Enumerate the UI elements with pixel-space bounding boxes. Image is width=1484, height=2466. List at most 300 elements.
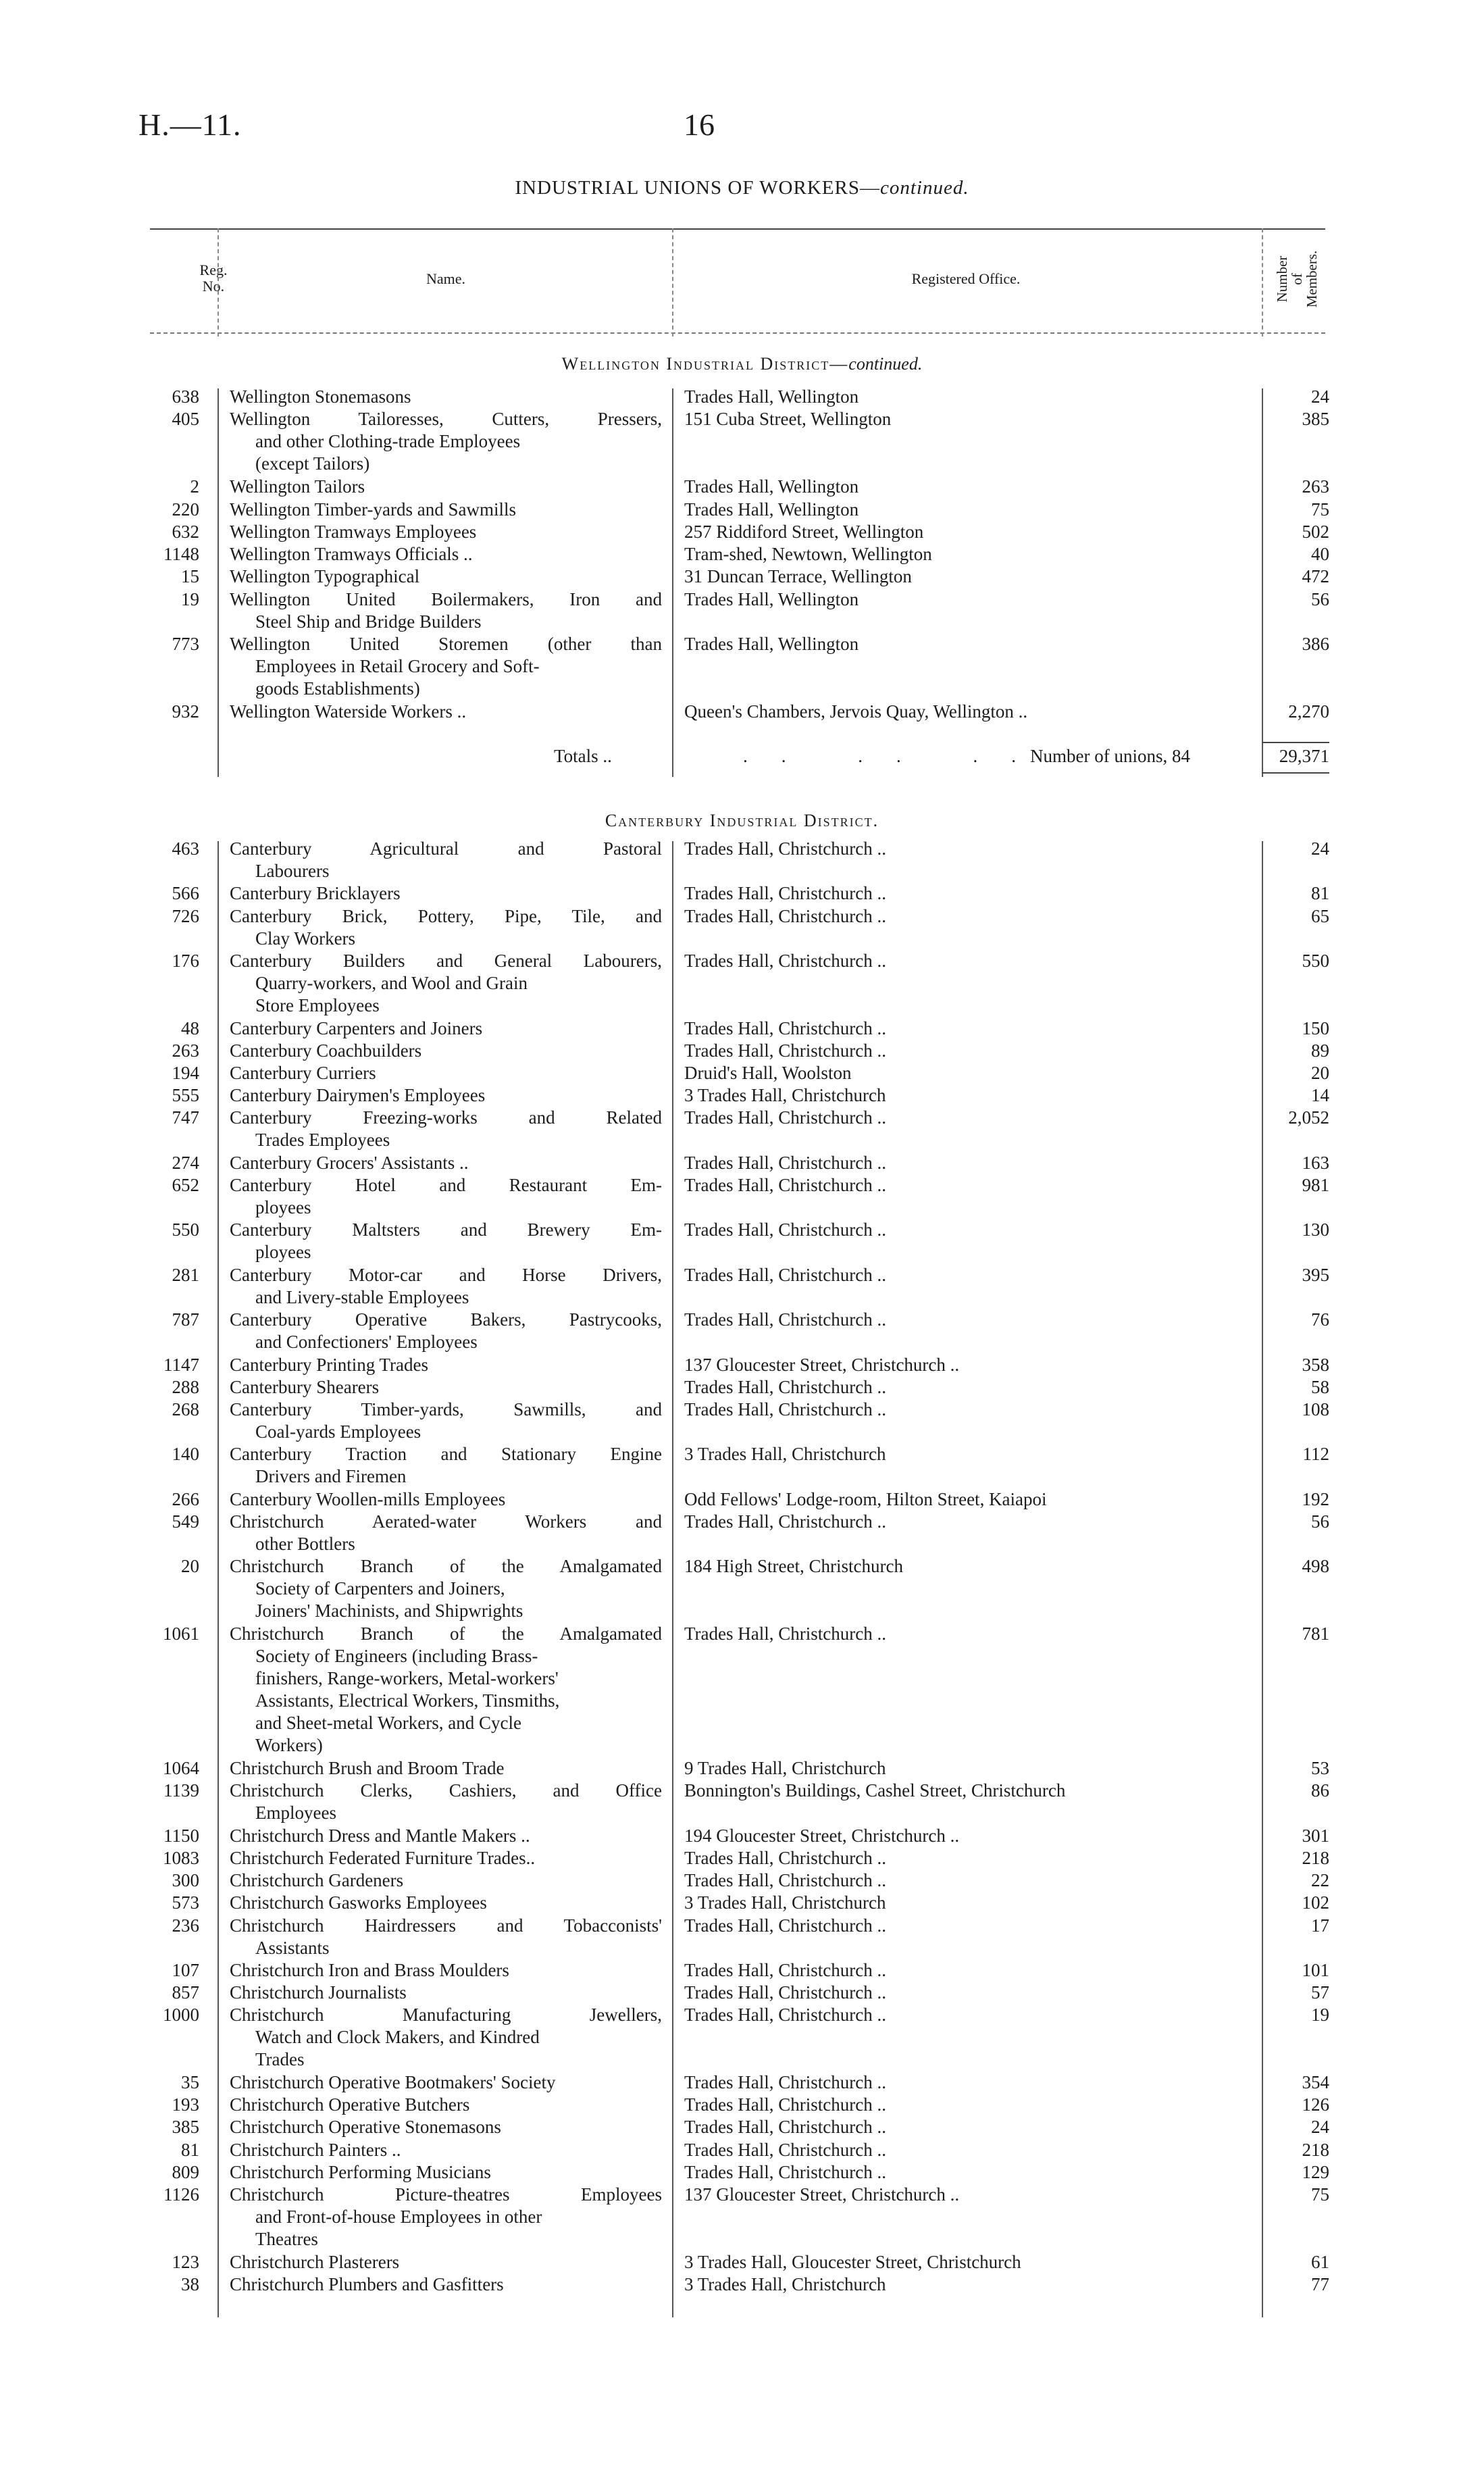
registered-office: Druid's Hall, Woolston [684, 1063, 852, 1083]
union-name-line: Christchurch Federated Furniture Trades.. [230, 1848, 536, 1868]
reg-number: 2 [190, 476, 199, 497]
union-name-line: Christchurch Branch of the Amalgamated [230, 1556, 662, 1577]
member-count: 126 [1302, 2094, 1329, 2115]
union-name-line: Joiners' Machinists, and Shipwrights [255, 1601, 523, 1621]
union-name-line: Canterbury Woollen-mills Employees [230, 1488, 506, 1509]
member-count: 150 [1302, 1017, 1329, 1038]
reg-number: 19 [181, 588, 199, 609]
section-heading-canterbury: Canterbury Industrial District. [605, 811, 879, 830]
union-name [230, 1982, 662, 2004]
registered-office: Trades Hall, Wellington [684, 634, 859, 655]
column-header-reg: Reg. No. [199, 261, 228, 295]
col-divider-name-s2 [672, 841, 673, 2317]
member-count: 2,270 [1288, 701, 1329, 722]
union-name-line: Wellington Tailors [230, 476, 365, 497]
reg-number: 550 [172, 1219, 199, 1240]
reg-number: 652 [172, 1175, 199, 1195]
reg-number: 1064 [163, 1758, 199, 1779]
union-name-line: Christchurch Painters .. [230, 2139, 401, 2160]
union-name [230, 1309, 662, 1353]
union-name-line: Christchurch Clerks, Cashiers, and Office [230, 1780, 662, 1801]
reg-number: 632 [172, 521, 199, 542]
member-count: 24 [1311, 838, 1329, 859]
union-name-line: and Sheet-metal Workers, and Cycle [255, 1713, 521, 1733]
registered-office: Trades Hall, Christchurch .. [684, 1511, 886, 1532]
union-name [230, 701, 662, 723]
union-name-line: Canterbury Grocers' Assistants .. [230, 1152, 469, 1173]
union-name-line: Christchurch Hairdressers and Tobacconists' [230, 1915, 662, 1936]
member-count: 395 [1302, 1264, 1329, 1285]
reg-number: 1126 [163, 2184, 199, 2205]
union-name-line: Labourers [255, 861, 330, 881]
union-name [230, 2161, 662, 2184]
reg-number: 274 [172, 1152, 199, 1173]
member-count: 53 [1311, 1758, 1329, 1779]
report-reference: H.—11. [138, 107, 242, 142]
union-name [230, 1017, 662, 1040]
totals-dots: .. .. .. [743, 746, 1050, 766]
reg-number: 787 [172, 1309, 199, 1330]
union-name-line: Workers) [255, 1735, 323, 1755]
union-name-line: Wellington Timber-yards and Sawmills [230, 499, 517, 520]
union-name-line: goods Establishments) [255, 678, 420, 699]
union-name [230, 543, 662, 565]
registered-office: Trades Hall, Wellington [684, 476, 859, 497]
reg-number: 726 [172, 905, 199, 926]
member-count: 550 [1302, 951, 1329, 971]
union-name-line: Christchurch Operative Butchers [230, 2094, 470, 2115]
reg-number: 1148 [163, 544, 199, 565]
union-name-line: Theatres [255, 2229, 318, 2249]
registered-office: 151 Cuba Street, Wellington [684, 409, 892, 430]
member-count: 102 [1302, 1892, 1329, 1913]
union-name [230, 565, 662, 588]
union-name [230, 1757, 662, 1780]
member-count: 75 [1311, 499, 1329, 520]
union-name-line: Wellington Tramways Officials .. [230, 544, 473, 565]
registered-office: Trades Hall, Christchurch .. [684, 1982, 886, 2003]
union-name-line: Canterbury Motor-car and Horse Drivers, [230, 1264, 662, 1285]
reg-number: 107 [172, 1960, 199, 1980]
union-name-line: Christchurch Plumbers and Gasfitters [230, 2273, 504, 2294]
registered-office: Trades Hall, Christchurch .. [684, 2139, 886, 2160]
union-name [230, 1107, 662, 1151]
member-count: 358 [1302, 1354, 1329, 1375]
reg-number: 1083 [163, 1848, 199, 1868]
col-divider-reg [218, 228, 219, 336]
union-name [230, 2139, 662, 2161]
union-name-line: and Livery-stable Employees [255, 1286, 469, 1307]
union-name-line: other Bottlers [255, 1534, 355, 1554]
reg-number: 1139 [163, 1780, 199, 1801]
member-count: 77 [1311, 2273, 1329, 2294]
union-name [230, 1847, 662, 1869]
registered-office: 137 Gloucester Street, Christchurch .. [684, 1354, 960, 1375]
union-name-line: Christchurch Manufacturing Jewellers, [230, 2005, 662, 2025]
union-name [230, 1511, 662, 1555]
reg-number: 194 [172, 1063, 199, 1083]
column-header-name: Name. [426, 270, 466, 287]
union-name [230, 838, 662, 882]
reg-number: 38 [181, 2273, 199, 2294]
member-count: 108 [1302, 1399, 1329, 1419]
union-name [230, 1443, 662, 1488]
member-count: 24 [1311, 386, 1329, 407]
union-name-line: Canterbury Printing Trades [230, 1354, 428, 1375]
reg-number: 140 [172, 1444, 199, 1465]
union-name-line: ployees [255, 1197, 311, 1217]
totals-unions: Number of unions, 84 [1030, 746, 1190, 766]
union-name-line: Society of Carpenters and Joiners, [255, 1578, 505, 1599]
union-name [230, 1219, 662, 1263]
reg-number: 263 [172, 1040, 199, 1061]
registered-office: 194 Gloucester Street, Christchurch .. [684, 1825, 960, 1846]
member-count: 502 [1302, 521, 1329, 542]
union-name [230, 386, 662, 408]
union-name [230, 1892, 662, 1914]
union-name-line: Christchurch Plasterers [230, 2251, 400, 2272]
registered-office: Tram-shed, Newtown, Wellington [684, 544, 932, 565]
reg-number: 773 [172, 634, 199, 655]
registered-office: Trades Hall, Christchurch .. [684, 1915, 886, 1936]
union-name-line: Assistants [255, 1937, 330, 1958]
member-count: 386 [1302, 634, 1329, 655]
member-count: 981 [1302, 1175, 1329, 1195]
union-name [230, 2071, 662, 2094]
union-name [230, 1869, 662, 1892]
reg-number: 1061 [163, 1624, 199, 1644]
union-name-line: Christchurch Journalists [230, 1982, 407, 2003]
column-header-office: Registered Office. [911, 270, 1021, 287]
registered-office: Trades Hall, Christchurch .. [684, 1399, 886, 1419]
union-name [230, 2004, 662, 2071]
registered-office: Trades Hall, Christchurch .. [684, 1960, 886, 1980]
col-divider-name [672, 228, 673, 336]
member-count: 163 [1302, 1152, 1329, 1173]
registered-office: Trades Hall, Christchurch .. [684, 1848, 886, 1868]
member-count: 101 [1302, 1960, 1329, 1980]
reg-number: 236 [172, 1915, 199, 1936]
registered-office: 3 Trades Hall, Christchurch [684, 2273, 886, 2294]
union-name [230, 588, 662, 633]
member-count: 385 [1302, 409, 1329, 430]
union-name [230, 476, 662, 498]
union-name-line: Wellington Typographical [230, 566, 420, 587]
union-name-line: Watch and Clock Makers, and Kindred [255, 2027, 540, 2048]
reg-number: 573 [172, 1892, 199, 1913]
union-name-line: Trades [255, 2049, 305, 2070]
union-name-line: Christchurch Aerated-water Workers and [230, 1511, 662, 1532]
union-name [230, 1174, 662, 1219]
registered-office: Trades Hall, Christchurch .. [684, 1219, 886, 1240]
union-name-line: Canterbury Bricklayers [230, 883, 401, 904]
reg-number: 123 [172, 2251, 199, 2272]
union-name-line: Clay Workers [255, 928, 356, 949]
registered-office: Trades Hall, Christchurch .. [684, 1152, 886, 1173]
member-count: 218 [1302, 2139, 1329, 2160]
registered-office: 184 High Street, Christchurch [684, 1556, 903, 1577]
reg-number: 268 [172, 1399, 199, 1419]
col-divider-name-s1 [672, 388, 673, 777]
union-name-line: Canterbury Curriers [230, 1063, 376, 1083]
union-name-line: Canterbury Operative Bakers, Pastrycooks, [230, 1309, 662, 1330]
member-count: 24 [1311, 2117, 1329, 2138]
union-name-line: Canterbury Agricultural and Pastoral [230, 838, 662, 859]
registered-office: Trades Hall, Christchurch .. [684, 951, 886, 971]
union-name [230, 2273, 662, 2296]
union-name [230, 1488, 662, 1511]
union-name-line: Christchurch Gardeners [230, 1870, 404, 1891]
registered-office: Trades Hall, Christchurch .. [684, 1376, 886, 1397]
member-count: 22 [1311, 1870, 1329, 1891]
reg-number: 747 [172, 1107, 199, 1128]
union-name-line: Canterbury Shearers [230, 1376, 380, 1397]
member-count: 75 [1311, 2184, 1329, 2205]
union-name [230, 1084, 662, 1107]
union-name-line: ployees [255, 1242, 311, 1263]
union-name [230, 1959, 662, 1982]
union-name [230, 882, 662, 905]
registered-office: Bonnington's Buildings, Cashel Street, Christchurch [684, 1780, 1066, 1801]
totals-label: Totals .. [554, 746, 612, 766]
reg-number: 220 [172, 499, 199, 520]
reg-number: 1147 [163, 1354, 199, 1375]
member-count: 112 [1302, 1444, 1329, 1465]
union-name [230, 2184, 662, 2250]
union-name [230, 950, 662, 1017]
registered-office: Trades Hall, Christchurch .. [684, 2094, 886, 2115]
member-count: 129 [1302, 2161, 1329, 2182]
union-name-line: Canterbury Brick, Pottery, Pipe, Tile, and [230, 905, 662, 926]
reg-number: 638 [172, 386, 199, 407]
member-count: 17 [1311, 1915, 1329, 1936]
member-count: 498 [1302, 1556, 1329, 1577]
union-name-line: Quarry-workers, and Wool and Grain [255, 973, 528, 993]
union-name [230, 1062, 662, 1084]
registered-office: Trades Hall, Wellington [684, 386, 859, 407]
union-name-line: Christchurch Branch of the Amalgamated [230, 1624, 662, 1644]
member-count: 263 [1302, 476, 1329, 497]
page-number: 16 [684, 107, 715, 142]
union-name-line: Canterbury Timber-yards, Sawmills, and [230, 1399, 662, 1419]
member-count: 86 [1311, 1780, 1329, 1801]
union-name-line: Society of Engineers (including Brass- [255, 1646, 538, 1666]
reg-number: 35 [181, 2072, 199, 2092]
registered-office: Trades Hall, Wellington [684, 588, 859, 609]
member-count: 56 [1311, 1511, 1329, 1532]
section-heading-wellington: Wellington Industrial District—continued. [561, 354, 923, 374]
reg-number: 1000 [163, 2005, 199, 2025]
totals-box-top [1262, 742, 1329, 743]
reg-number: 555 [172, 1085, 199, 1106]
column-header-members: Number of Members. [1274, 250, 1320, 308]
registered-office: Trades Hall, Christchurch .. [684, 1870, 886, 1891]
union-name-line: Christchurch Brush and Broom Trade [230, 1758, 505, 1779]
union-name [230, 2094, 662, 2116]
member-count: 56 [1311, 588, 1329, 609]
reg-number: 932 [172, 701, 199, 722]
union-name [230, 1915, 662, 1959]
registered-office: 3 Trades Hall, Gloucester Street, Christchurch [684, 2251, 1021, 2272]
union-name-line: Christchurch Picture-theatres Employees [230, 2184, 662, 2205]
member-count: 89 [1311, 1040, 1329, 1061]
union-name-line: Employees in Retail Grocery and Soft- [255, 656, 540, 677]
registered-office: Odd Fellows' Lodge-room, Hilton Street, Kaiapoi [684, 1488, 1047, 1509]
reg-number: 1150 [163, 1825, 199, 1846]
registered-office: 3 Trades Hall, Christchurch [684, 1444, 886, 1465]
union-name-line: Drivers and Firemen [255, 1466, 407, 1487]
member-count: 781 [1302, 1624, 1329, 1644]
col-divider-office [1262, 228, 1263, 336]
union-name [230, 521, 662, 543]
union-name-line: (except Tailors) [255, 453, 370, 474]
col-divider-reg-s1 [218, 388, 219, 777]
reg-number: 566 [172, 883, 199, 904]
registered-office: Trades Hall, Wellington [684, 499, 859, 520]
registered-office: Trades Hall, Christchurch .. [684, 1309, 886, 1330]
union-name [230, 1354, 662, 1376]
union-name-line: Christchurch Operative Stonemasons [230, 2117, 501, 2138]
reg-number: 549 [172, 1511, 199, 1532]
member-count: 20 [1311, 1063, 1329, 1083]
member-count: 472 [1302, 566, 1329, 587]
member-count: 301 [1302, 1825, 1329, 1846]
member-count: 218 [1302, 1848, 1329, 1868]
union-name-line: Canterbury Carpenters and Joiners [230, 1017, 483, 1038]
union-name-line: and Front-of-house Employees in other [255, 2207, 542, 2227]
union-name-line: Christchurch Performing Musicians [230, 2161, 491, 2182]
totals-members: 29,371 [1279, 746, 1329, 766]
table-top-rule [150, 228, 1325, 230]
union-name [230, 1399, 662, 1443]
member-count: 354 [1302, 2072, 1329, 2092]
union-name-line: Christchurch Operative Bootmakers' Society [230, 2072, 556, 2092]
union-name-line: Christchurch Iron and Brass Moulders [230, 1960, 509, 1980]
reg-number: 176 [172, 951, 199, 971]
registered-office: 137 Gloucester Street, Christchurch .. [684, 2184, 960, 2205]
reg-number: 281 [172, 1264, 199, 1285]
registered-office: Trades Hall, Christchurch .. [684, 1017, 886, 1038]
registered-office: Trades Hall, Christchurch .. [684, 1175, 886, 1195]
member-count: 2,052 [1288, 1107, 1329, 1128]
member-count: 14 [1311, 1085, 1329, 1106]
registered-office: Trades Hall, Christchurch .. [684, 1624, 886, 1644]
reg-number: 463 [172, 838, 199, 859]
union-name-line: Coal-yards Employees [255, 1421, 421, 1442]
union-name-line: Wellington United Boilermakers, Iron and [230, 588, 662, 609]
union-name-line: Canterbury Traction and Stationary Engine [230, 1444, 662, 1465]
registered-office: 3 Trades Hall, Christchurch [684, 1085, 886, 1106]
reg-number: 81 [181, 2139, 199, 2160]
reg-number: 405 [172, 409, 199, 430]
union-name-line: Wellington Stonemasons [230, 386, 411, 407]
union-name-line: Trades Employees [255, 1130, 390, 1151]
reg-number: 385 [172, 2117, 199, 2138]
union-name [230, 1825, 662, 1847]
union-name [230, 2251, 662, 2273]
union-name [230, 408, 662, 475]
union-name [230, 1623, 662, 1757]
reg-number: 300 [172, 1870, 199, 1891]
union-name-line: Canterbury Coachbuilders [230, 1040, 422, 1061]
union-name-line: Canterbury Builders and General Labourers, [230, 951, 662, 971]
registered-office: 257 Riddiford Street, Wellington [684, 521, 924, 542]
registered-office: Trades Hall, Christchurch .. [684, 2005, 886, 2025]
member-count: 130 [1302, 1219, 1329, 1240]
registered-office: Trades Hall, Christchurch .. [684, 905, 886, 926]
union-name-line: Canterbury Freezing-works and Related [230, 1107, 662, 1128]
union-name-line: Wellington Tailoresses, Cutters, Pressers, [230, 409, 662, 430]
union-name-line: Store Employees [255, 995, 380, 1015]
union-name [230, 905, 662, 950]
reg-number: 20 [181, 1556, 199, 1577]
registered-office: Trades Hall, Christchurch .. [684, 2117, 886, 2138]
registered-office: 31 Duncan Terrace, Wellington [684, 566, 912, 587]
registered-office: 3 Trades Hall, Christchurch [684, 1892, 886, 1913]
registered-office: Queen's Chambers, Jervois Quay, Wellington .. [684, 701, 1028, 722]
union-name [230, 1376, 662, 1399]
page-title: INDUSTRIAL UNIONS OF WORKERS—continued. [515, 177, 969, 199]
reg-number: 857 [172, 1982, 199, 2003]
union-name [230, 1780, 662, 1824]
union-name [230, 1264, 662, 1309]
union-name-line: Assistants, Electrical Workers, Tinsmiths, [255, 1690, 560, 1711]
union-name [230, 2116, 662, 2138]
union-name [230, 499, 662, 521]
union-name-line: Employees [255, 1803, 336, 1823]
union-name-line: Christchurch Gasworks Employees [230, 1892, 487, 1913]
registered-office: 9 Trades Hall, Christchurch [684, 1758, 886, 1779]
union-name-line: Wellington Tramways Employees [230, 521, 477, 542]
member-count: 61 [1311, 2251, 1329, 2272]
registered-office: Trades Hall, Christchurch .. [684, 883, 886, 904]
member-count: 57 [1311, 1982, 1329, 2003]
union-name [230, 633, 662, 700]
union-name [230, 1040, 662, 1062]
member-count: 76 [1311, 1309, 1329, 1330]
union-name-line: Canterbury Dairymen's Employees [230, 1085, 486, 1106]
member-count: 192 [1302, 1488, 1329, 1509]
union-name-line: Canterbury Maltsters and Brewery Em- [230, 1219, 662, 1240]
reg-number: 809 [172, 2161, 199, 2182]
union-name [230, 1152, 662, 1174]
totals-box-bottom [1262, 772, 1329, 774]
registered-office: Trades Hall, Christchurch .. [684, 2072, 886, 2092]
member-count: 40 [1311, 544, 1329, 565]
registered-office: Trades Hall, Christchurch .. [684, 838, 886, 859]
member-count: 81 [1311, 883, 1329, 904]
union-name-line: and Confectioners' Employees [255, 1332, 478, 1353]
reg-number: 15 [181, 566, 199, 587]
reg-number: 266 [172, 1488, 199, 1509]
member-count: 58 [1311, 1376, 1329, 1397]
union-name-line: Wellington Waterside Workers .. [230, 701, 467, 722]
union-name-line: and other Clothing-trade Employees [255, 431, 521, 452]
reg-number: 48 [181, 1017, 199, 1038]
union-name-line: Wellington United Storemen (other than [230, 634, 662, 655]
col-divider-reg-s2 [218, 841, 219, 2317]
registered-office: Trades Hall, Christchurch .. [684, 1264, 886, 1285]
reg-number: 193 [172, 2094, 199, 2115]
registered-office: Trades Hall, Christchurch .. [684, 1040, 886, 1061]
union-name-line: Canterbury Hotel and Restaurant Em- [230, 1175, 662, 1195]
member-count: 19 [1311, 2005, 1329, 2025]
union-name-line: finishers, Range-workers, Metal-workers' [255, 1668, 559, 1688]
union-name-line: Steel Ship and Bridge Builders [255, 611, 482, 632]
union-name [230, 1555, 662, 1622]
registered-office: Trades Hall, Christchurch .. [684, 1107, 886, 1128]
reg-number: 288 [172, 1376, 199, 1397]
